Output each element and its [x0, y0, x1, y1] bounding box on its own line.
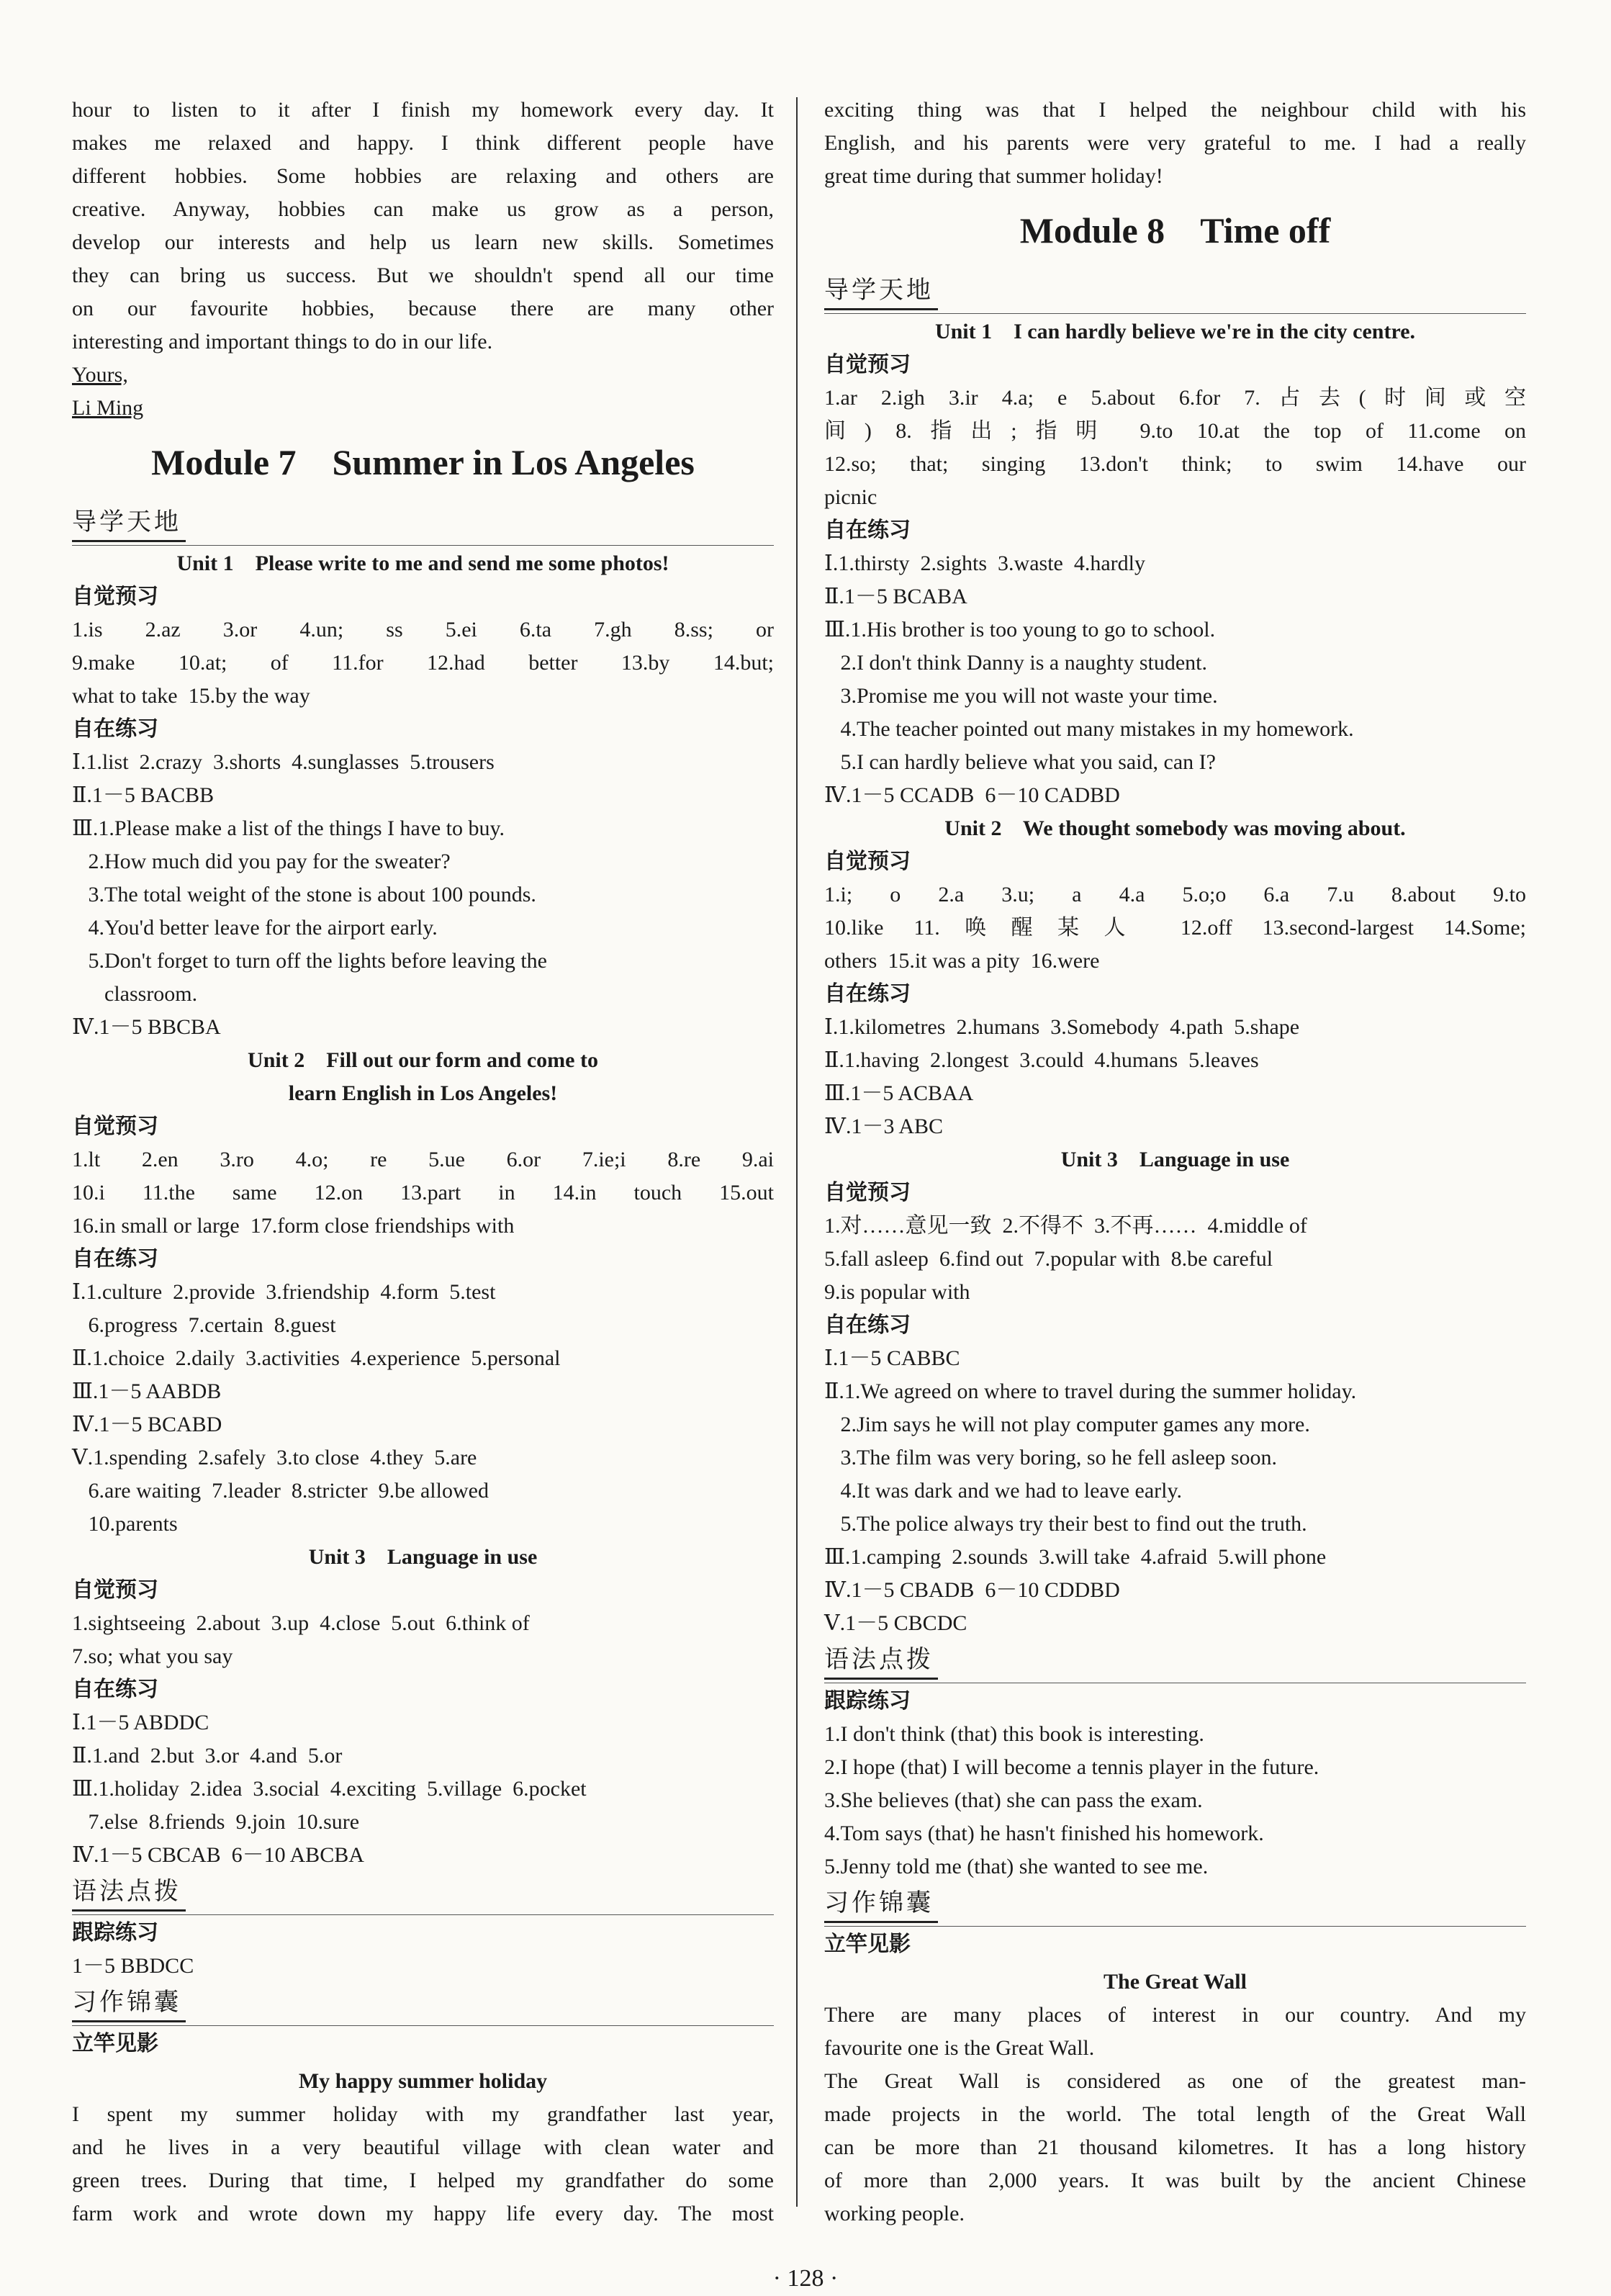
- answer-line: 12.so; that; singing 13.don't think; to swim 14.have our: [824, 452, 1526, 476]
- label-practice: 自在练习: [72, 1677, 158, 1702]
- answer-line: Ⅱ.1.having 2.longest 3.could 4.humans 5.leaves: [824, 1048, 1259, 1072]
- label-preview: 自觉预习: [72, 584, 158, 609]
- answer-line: 3.The film was very boring, so he fell asleep soon.: [824, 1446, 1278, 1469]
- answer-line: 3.Promise me you will not waste your time.: [824, 684, 1218, 708]
- answer-line: 1.is 2.az 3.or 4.un; ss 5.ei 6.ta 7.gh 8.ss; or: [72, 618, 774, 641]
- essay-line: farm work and wrote down my happy life every day. The most: [72, 2202, 774, 2225]
- answer-line: 2.I don't think Danny is a naughty student.: [824, 651, 1208, 675]
- answer-line: picnic: [824, 485, 877, 509]
- answer-line: others 15.it was a pity 16.were: [824, 949, 1100, 973]
- answer-line: 1.ar 2.igh 3.ir 4.a; e 5.about 6.for 7.占去(时间或空: [824, 386, 1526, 410]
- answer-line: 5.Jenny told me (that) she wanted to see me.: [824, 1855, 1209, 1878]
- label-model: 立竿见影: [824, 1932, 911, 1957]
- label-preview: 自觉预习: [72, 1114, 158, 1139]
- label-practice: 自在练习: [824, 1313, 911, 1338]
- answer-line: Ⅲ.1.His brother is too young to go to school.: [824, 618, 1216, 641]
- essay-line: working people.: [824, 2202, 965, 2225]
- answer-line: 5.fall asleep 6.find out 7.popular with 8.be careful: [824, 1247, 1273, 1271]
- answer-line: Ⅳ.1－5 BBCBA: [72, 1015, 221, 1039]
- text-line: interesting and important things to do in our life.: [72, 330, 493, 354]
- signoff-name: Li Ming: [72, 396, 144, 420]
- answer-line: 2.I hope (that) I will become a tennis player in the future.: [824, 1755, 1319, 1779]
- answer-line: 4.Tom says (that) he hasn't finished his homework.: [824, 1822, 1264, 1845]
- essay-line: There are many places of interest in our country. And my: [824, 2003, 1526, 2027]
- answer-line: 4.You'd better leave for the airport early.: [72, 916, 438, 940]
- answer-line: Ⅰ.1.list 2.crazy 3.shorts 4.sunglasses 5.trousers: [72, 750, 495, 774]
- text-line: English, and his parents were very grateful to me. I had a really: [824, 131, 1526, 155]
- answer-line: Ⅱ.1－5 BACBB: [72, 783, 215, 807]
- essay-line: made projects in the world. The total length of the Great Wall: [824, 2102, 1526, 2126]
- label-practice: 自在练习: [72, 716, 158, 742]
- answer-line: 5.The police always try their best to find out the truth.: [824, 1512, 1307, 1536]
- page-number: · 128 ·: [772, 2265, 839, 2292]
- answer-line: 16.in small or large 17.form close friendships with: [72, 1214, 515, 1238]
- answer-line: 9.is popular with: [824, 1280, 970, 1304]
- section-heading-writing: 习作锦囊: [72, 1986, 186, 2022]
- section-heading-grammar: 语法点拨: [824, 1643, 938, 1680]
- answer-line: Ⅲ.1.Please make a list of the things I have to buy.: [72, 816, 505, 840]
- text-line: develop our interests and help us learn new skills. Sometimes: [72, 230, 774, 254]
- unit-title: Unit 2 Fill out our form and come to: [248, 1048, 598, 1072]
- label-follow: 跟踪练习: [824, 1688, 911, 1714]
- essay-line: I spent my summer holiday with my grandfather last year,: [72, 2102, 774, 2126]
- essay-title: The Great Wall: [1104, 1970, 1247, 1994]
- label-practice: 自在练习: [824, 981, 911, 1007]
- answer-line: Ⅳ.1－3 ABC: [824, 1115, 943, 1138]
- module-title: Module 7 Summer in Los Angeles: [151, 442, 695, 482]
- text-line: exciting thing was that I helped the neighbour child with his: [824, 98, 1526, 122]
- answer-line: Ⅲ.1－5 ACBAA: [824, 1081, 974, 1105]
- essay-line: favourite one is the Great Wall.: [824, 2036, 1095, 2060]
- answer-line: Ⅱ.1.choice 2.daily 3.activities 4.experience 5.personal: [72, 1346, 561, 1370]
- section-heading-grammar: 语法点拨: [72, 1875, 186, 1912]
- answer-line: 5.I can hardly believe what you said, can I?: [824, 750, 1216, 774]
- answer-line: 1.sightseeing 2.about 3.up 4.close 5.out 6.think of: [72, 1611, 530, 1635]
- answer-line: 2.How much did you pay for the sweater?: [72, 850, 451, 873]
- label-follow: 跟踪练习: [72, 1920, 158, 1945]
- essay-line: green trees. During that time, I helped my grandfather do some: [72, 2169, 774, 2192]
- answer-line: 4.It was dark and we had to leave early.: [824, 1479, 1183, 1503]
- label-preview: 自觉预习: [824, 352, 911, 377]
- text-line: different hobbies. Some hobbies are relaxing and others are: [72, 164, 774, 188]
- answer-line: Ⅲ.1.camping 2.sounds 3.will take 4.afraid 5.will phone: [824, 1545, 1327, 1569]
- section-heading-daoxue: 导学天地: [824, 274, 938, 310]
- text-line: makes me relaxed and happy. I think different people have: [72, 131, 774, 155]
- answer-line: Ⅱ.1－5 BCABA: [824, 585, 967, 608]
- answer-line: 1.I don't think (that) this book is interesting.: [824, 1722, 1204, 1746]
- text-line: creative. Anyway, hobbies can make us grow as a person,: [72, 197, 774, 221]
- answer-line: 4.The teacher pointed out many mistakes in my homework.: [824, 717, 1354, 741]
- answer-line: 5.Don't forget to turn off the lights before leaving the: [72, 949, 547, 973]
- answer-line: 7.so; what you say: [72, 1644, 233, 1668]
- label-model: 立竿见影: [72, 2031, 158, 2056]
- intro-paragraph: [72, 94, 774, 425]
- answer-line: 1－5 BBDCC: [72, 1954, 194, 1978]
- answer-line: classroom.: [72, 982, 198, 1006]
- answer-line: 10.parents: [72, 1512, 178, 1536]
- answer-line: Ⅳ.1－5 BCABD: [72, 1413, 222, 1436]
- answer-line: Ⅲ.1－5 AABDB: [72, 1379, 222, 1403]
- answer-line: Ⅴ.1.spending 2.safely 3.to close 4.they 5.are: [72, 1446, 477, 1469]
- answer-line: Ⅳ.1－5 CBCAB 6－10 ABCBA: [72, 1843, 364, 1867]
- answer-line: Ⅱ.1.We agreed on where to travel during the summer holiday.: [824, 1379, 1357, 1403]
- label-preview: 自觉预习: [824, 849, 911, 874]
- text-line: on our favourite hobbies, because there are many other: [72, 297, 774, 320]
- answer-line: Ⅰ.1.culture 2.provide 3.friendship 4.form 5.test: [72, 1280, 496, 1304]
- answer-line: Ⅱ.1.and 2.but 3.or 4.and 5.or: [72, 1744, 343, 1768]
- label-practice: 自在练习: [824, 518, 911, 543]
- answer-line: 间) 8.指出;指明 9.to 10.at the top of 11.come on: [824, 419, 1526, 443]
- answer-line: 2.Jim says he will not play computer games any more.: [824, 1413, 1310, 1436]
- signoff-yours: Yours,: [72, 363, 128, 387]
- unit-title: Unit 3 Language in use: [1060, 1148, 1290, 1171]
- essay-line: The Great Wall is considered as one of the greatest man-: [824, 2069, 1526, 2093]
- right-column: [824, 94, 1526, 2230]
- text-line: they can bring us success. But we shouldn't spend all our time: [72, 264, 774, 287]
- answer-line: 10.like 11.唤醒某人 12.off 13.second-largest 14.Some;: [824, 916, 1526, 940]
- answer-line: Ⅴ.1－5 CBCDC: [824, 1611, 967, 1635]
- answer-line: 3.She believes (that) she can pass the exam.: [824, 1788, 1203, 1812]
- answer-line: 1.lt 2.en 3.ro 4.o; re 5.ue 6.or 7.ie;i 8.re 9.ai: [72, 1148, 774, 1171]
- text-line: great time during that summer holiday!: [824, 164, 1163, 188]
- module-title: Module 8 Time off: [1019, 210, 1331, 251]
- essay-title: My happy summer holiday: [298, 2069, 548, 2093]
- section-heading-daoxue: 导学天地: [72, 505, 186, 542]
- section-heading-writing: 习作锦囊: [824, 1886, 938, 1923]
- answer-line: Ⅰ.1.thirsty 2.sights 3.waste 4.hardly: [824, 552, 1145, 575]
- answer-line: 1.对……意见一致 2.不得不 3.不再…… 4.middle of: [824, 1214, 1307, 1238]
- answer-line: what to take 15.by the way: [72, 684, 310, 708]
- answer-line: 10.i 11.the same 12.on 13.part in 14.in touch 15.out: [72, 1181, 774, 1205]
- essay-line: of more than 2,000 years. It was built by the ancient Chinese: [824, 2169, 1526, 2192]
- label-practice: 自在练习: [72, 1246, 158, 1271]
- answer-line: 6.progress 7.certain 8.guest: [72, 1313, 336, 1337]
- answer-line: Ⅳ.1－5 CBADB 6－10 CDDBD: [824, 1578, 1120, 1602]
- answer-line: Ⅰ.1.kilometres 2.humans 3.Somebody 4.path 5.shape: [824, 1015, 1300, 1039]
- essay-line: and he lives in a very beautiful village with clean water and: [72, 2135, 774, 2159]
- unit-title: Unit 3 Language in use: [308, 1545, 538, 1569]
- answer-line: Ⅲ.1.holiday 2.idea 3.social 4.exciting 5.village 6.pocket: [72, 1777, 587, 1801]
- answer-line: 9.make 10.at; of 11.for 12.had better 13.by 14.but;: [72, 651, 774, 675]
- answer-line: 3.The total weight of the stone is about 100 pounds.: [72, 883, 536, 906]
- text-line: hour to listen to it after I finish my homework every day. It: [72, 98, 774, 122]
- answer-line: Ⅳ.1－5 CCADB 6－10 CADBD: [824, 783, 1120, 807]
- answer-line: 7.else 8.friends 9.join 10.sure: [72, 1810, 360, 1834]
- left-column: [72, 94, 774, 2230]
- column-divider: [796, 97, 798, 2207]
- answer-line: Ⅰ.1－5 CABBC: [824, 1346, 960, 1370]
- answer-line: Ⅰ.1－5 ABDDC: [72, 1711, 209, 1734]
- unit-title: Unit 1 Please write to me and send me some photos!: [176, 552, 669, 575]
- label-preview: 自觉预习: [824, 1180, 911, 1205]
- essay-line: can be more than 21 thousand kilometres. It has a long history: [824, 2135, 1526, 2159]
- unit-title: Unit 2 We thought somebody was moving about.: [944, 816, 1406, 840]
- answer-line: 6.are waiting 7.leader 8.stricter 9.be allowed: [72, 1479, 489, 1503]
- unit-title: Unit 1 I can hardly believe we're in the city centre.: [934, 320, 1416, 343]
- label-preview: 自觉预习: [72, 1577, 158, 1603]
- unit-title: learn English in Los Angeles!: [288, 1081, 558, 1105]
- answer-line: 1.i; o 2.a 3.u; a 4.a 5.o;o 6.a 7.u 8.about 9.to: [824, 883, 1526, 906]
